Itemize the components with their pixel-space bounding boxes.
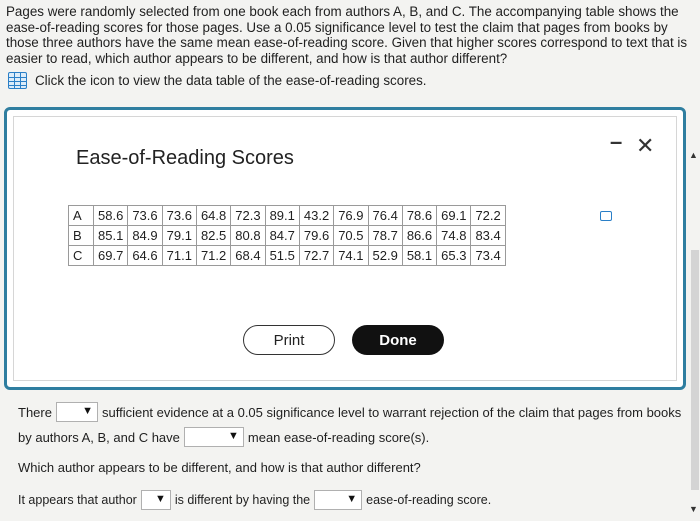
- score-cell: 79.1: [162, 226, 196, 246]
- dialog-body: [13, 116, 677, 381]
- score-cell: 76.4: [368, 206, 402, 226]
- caret-down-icon: ▼: [346, 493, 358, 505]
- score-cell: 52.9: [368, 246, 402, 266]
- score-cell: 68.4: [231, 246, 265, 266]
- score-cell: 69.7: [94, 246, 128, 266]
- data-link-text: Click the icon to view the data table of the ease-of-reading scores.: [35, 73, 427, 88]
- mean-score-label: mean ease-of-reading score(s).: [247, 429, 430, 445]
- score-cell: 82.5: [196, 226, 230, 246]
- score-cell: 58.6: [94, 206, 128, 226]
- scroll-down-icon[interactable]: ▼: [689, 504, 698, 514]
- score-cell: 78.6: [402, 206, 436, 226]
- score-cell: 72.2: [471, 206, 505, 226]
- mean-comparison-dropdown[interactable]: [184, 427, 244, 447]
- score-cell: 58.1: [402, 246, 436, 266]
- caret-down-icon: ▼: [154, 493, 166, 505]
- caret-down-icon: ▼: [82, 405, 93, 417]
- score-cell: 74.1: [334, 246, 368, 266]
- data-table-link[interactable]: [8, 72, 427, 89]
- scroll-up-icon[interactable]: ▲: [689, 150, 698, 160]
- done-button[interactable]: Done: [352, 325, 444, 355]
- question-text: Pages were randomly selected from one book each from authors A, B, and C. The accompanying table shows the ease-of-reading scores for those pages. Use a 0.05 significance level to test the claim that pages from books by those three authors have the same mean ease-of-reading score. Given that higher scores correspond to text that is easier to read, which author appears to be different, and how is that author different?: [6, 4, 688, 66]
- row-label: B: [69, 226, 94, 246]
- answer-line-1: [18, 402, 681, 422]
- score-cell: 84.9: [128, 226, 162, 246]
- score-cell: 83.4: [471, 226, 505, 246]
- score-cell: 86.6: [402, 226, 436, 246]
- score-cell: 85.1: [94, 226, 128, 246]
- answer-line-4: [18, 490, 491, 510]
- evidence-text: sufficient evidence at a 0.05 significance level to warrant rejection of the claim that pages from books: [101, 404, 682, 420]
- score-cell: 89.1: [265, 206, 299, 226]
- score-cell: 79.6: [299, 226, 333, 246]
- score-cell: 51.5: [265, 246, 299, 266]
- scores-table: [68, 205, 506, 266]
- row-label: C: [69, 246, 94, 266]
- table-row: [69, 206, 506, 226]
- row-label: A: [69, 206, 94, 226]
- question-2: Which author appears to be different, and how is that author different?: [18, 460, 421, 475]
- score-cell: 73.6: [162, 206, 196, 226]
- answer-line-2: [18, 427, 429, 447]
- score-level-dropdown[interactable]: [314, 490, 362, 510]
- author-label: It appears that author: [18, 493, 137, 507]
- different-label: is different by having the: [174, 493, 311, 507]
- grid-icon[interactable]: [8, 72, 27, 89]
- table-row: [69, 226, 506, 246]
- score-cell: 72.3: [231, 206, 265, 226]
- score-cell: 72.7: [299, 246, 333, 266]
- score-cell: 65.3: [437, 246, 471, 266]
- score-cell: 64.6: [128, 246, 162, 266]
- print-button[interactable]: Print: [243, 325, 335, 355]
- score-cell: 74.8: [437, 226, 471, 246]
- score-cell: 84.7: [265, 226, 299, 246]
- score-cell: 73.4: [471, 246, 505, 266]
- author-dropdown[interactable]: [141, 490, 171, 510]
- minimize-button[interactable]: –: [610, 129, 623, 154]
- close-button[interactable]: ✕: [636, 133, 655, 158]
- copy-icon[interactable]: [600, 211, 612, 221]
- data-table-dialog: [4, 107, 686, 390]
- authors-have-label: by authors A, B, and C have: [18, 429, 180, 445]
- score-cell: 43.2: [299, 206, 333, 226]
- score-cell: 64.8: [196, 206, 230, 226]
- evidence-dropdown[interactable]: [56, 402, 98, 422]
- score-cell: 71.2: [196, 246, 230, 266]
- there-label: There: [18, 404, 52, 420]
- table-row: [69, 246, 506, 266]
- score-cell: 78.7: [368, 226, 402, 246]
- scrollbar-track[interactable]: [691, 250, 699, 490]
- score-cell: 69.1: [437, 206, 471, 226]
- caret-down-icon: ▼: [228, 430, 239, 442]
- score-cell: 80.8: [231, 226, 265, 246]
- dialog-title: Ease-of-Reading Scores: [76, 147, 294, 169]
- score-cell: 73.6: [128, 206, 162, 226]
- score-cell: 76.9: [334, 206, 368, 226]
- score-cell: 70.5: [334, 226, 368, 246]
- score-label: ease-of-reading score.: [366, 493, 492, 507]
- score-cell: 71.1: [162, 246, 196, 266]
